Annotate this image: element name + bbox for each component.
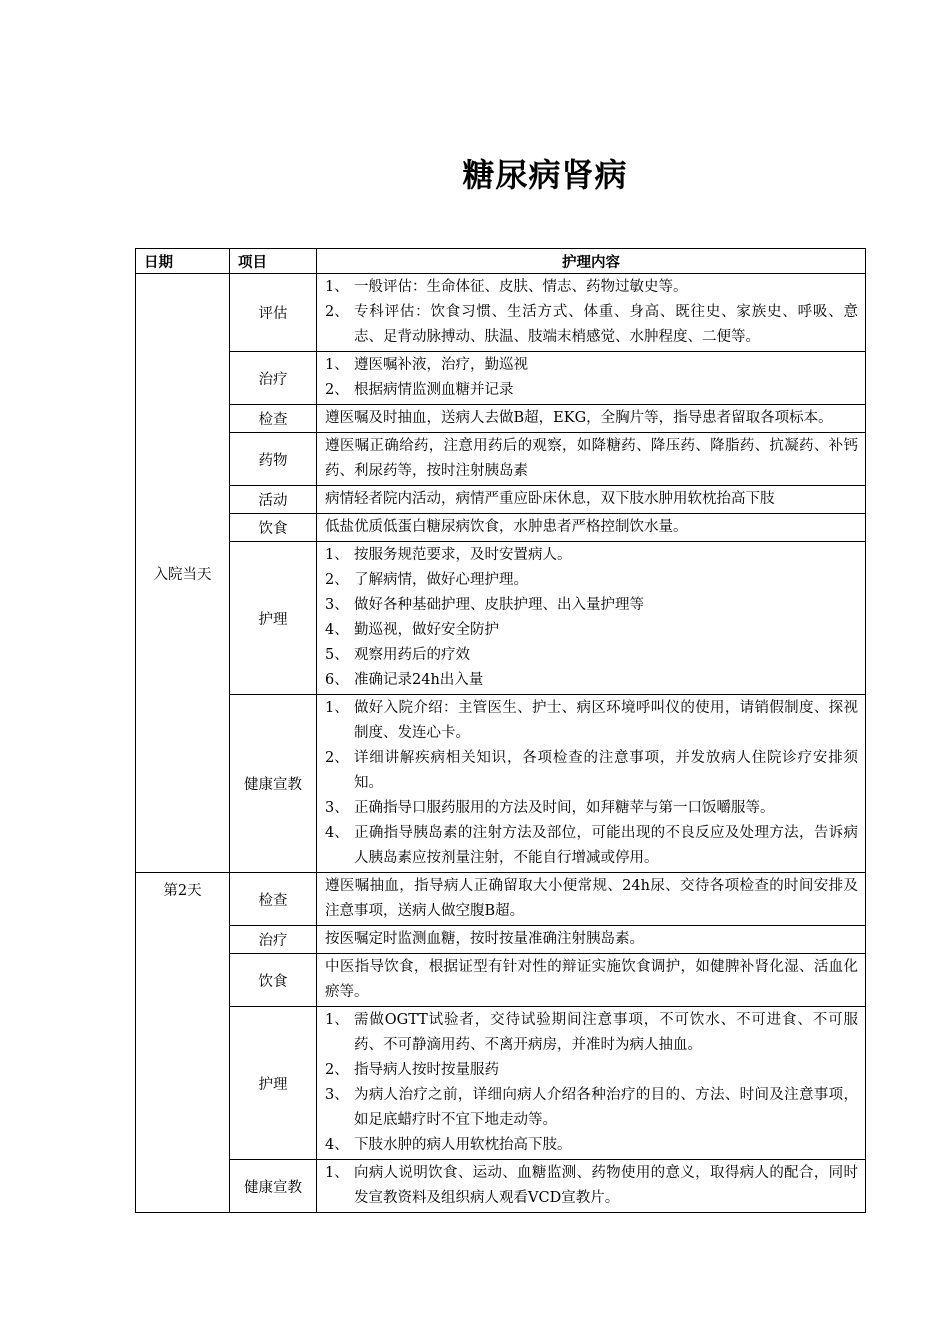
- list-number: 1、: [325, 279, 349, 295]
- content-cell: [317, 352, 866, 405]
- content-cell: [317, 1007, 866, 1160]
- list-text: 向病人说明饮食、运动、血糖监测、药物使用的意义，取得病人的配合，同时发宣教资料及组织病人观看VCD宣教片。: [354, 1165, 858, 1206]
- table-row: [136, 542, 866, 695]
- date-cell: 第2天: [136, 873, 230, 1213]
- list-number: 3、: [325, 597, 349, 613]
- list-text: 观察用药后的疗效: [354, 647, 470, 663]
- item-cell: 检查: [230, 873, 317, 926]
- list-text: 正确指导胰岛素的注射方法及部位，可能出现的不良反应及处理方法，告诉病人胰岛素应按剂量注射，不能自行增减或停用。: [354, 825, 858, 866]
- list-text: 按服务规范要求，及时安置病人。: [354, 547, 572, 563]
- item-cell: 护理: [230, 1007, 317, 1160]
- list-number: 1、: [325, 1165, 349, 1181]
- date-cell: 入院当天: [136, 274, 230, 873]
- table-row: [136, 1007, 866, 1160]
- list-text: 了解病情，做好心理护理。: [354, 572, 528, 588]
- content-cell: [317, 954, 866, 1007]
- content-cell: [317, 542, 866, 695]
- content-cell: [317, 405, 866, 433]
- content-list-item: [325, 1058, 858, 1083]
- header-content: 护理内容: [317, 249, 866, 274]
- list-text: 遵医嘱补液，治疗，勤巡视: [354, 357, 528, 373]
- content-list-item: [325, 618, 858, 643]
- content-text: 低盐优质低蛋白糖尿病饮食，水肿患者严格控制饮水量。: [325, 519, 688, 535]
- table-row: [136, 954, 866, 1007]
- list-number: 2、: [325, 572, 349, 588]
- content-list-item: [325, 696, 858, 746]
- list-number: 1、: [325, 547, 349, 563]
- header-date: 日期: [136, 249, 230, 274]
- list-text: 专科评估：饮食习惯、生活方式、体重、身高、既往史、家族史、呼吸、意志、足背动脉搏动、肤温、肢端末梢感觉、水肿程度、二便等。: [354, 304, 858, 345]
- list-text: 根据病情监测血糖并记录: [354, 382, 514, 398]
- content-list-item: [325, 1133, 858, 1158]
- table-row: [136, 352, 866, 405]
- content-cell: [317, 695, 866, 873]
- list-text: 为病人治疗之前，详细向病人介绍各种治疗的目的、方法、时间及注意事项，如足底蜡疗时不宜下地走动等。: [354, 1087, 858, 1128]
- content-cell: [317, 274, 866, 352]
- table-row: [136, 1160, 866, 1213]
- content-list-item: [325, 593, 858, 618]
- item-cell: 药物: [230, 433, 317, 486]
- document-title: 糖尿病肾病: [462, 156, 628, 194]
- list-number: 4、: [325, 622, 349, 638]
- item-cell: 评估: [230, 274, 317, 352]
- content-list-item: [325, 746, 858, 796]
- content-list-item: [325, 796, 858, 821]
- content-text: 遵医嘱及时抽血，送病人去做B超，EKG，全胸片等，指导患者留取各项标本。: [325, 410, 833, 426]
- list-text: 下肢水肿的病人用软枕抬高下肢。: [354, 1137, 572, 1153]
- content-cell: [317, 1160, 866, 1213]
- content-cell: [317, 926, 866, 954]
- list-number: 1、: [325, 1012, 349, 1028]
- table-row: [136, 274, 866, 352]
- list-number: 3、: [325, 1087, 349, 1103]
- list-number: 4、: [325, 1137, 349, 1153]
- table-header-row: [136, 249, 866, 274]
- content-text: 遵医嘱抽血，指导病人正确留取大小便常规、24h尿、交待各项检查的时间安排及注意事项，送病人做空腹B超。: [325, 878, 858, 919]
- table-row: [136, 873, 866, 926]
- list-number: 5、: [325, 647, 349, 663]
- item-cell: 护理: [230, 542, 317, 695]
- table-body: [136, 274, 866, 1213]
- item-cell: 治疗: [230, 352, 317, 405]
- list-number: 2、: [325, 382, 349, 398]
- table-row: [136, 926, 866, 954]
- list-text: 做好各种基础护理、皮肤护理、出入量护理等: [354, 597, 644, 613]
- content-list-item: [325, 643, 858, 668]
- content-list-item: [325, 821, 858, 871]
- list-text: 做好入院介绍：主管医生、护士、病区环境呼叫仪的使用，请销假制度、探视制度、发连心卡。: [354, 700, 858, 741]
- content-list-item: [325, 543, 858, 568]
- content-text: 按医嘱定时监测血糖，按时按量准确注射胰岛素。: [325, 931, 644, 947]
- list-number: 2、: [325, 1062, 349, 1078]
- content-cell: [317, 873, 866, 926]
- item-cell: 检查: [230, 405, 317, 433]
- nursing-plan-table: [135, 248, 866, 1213]
- content-cell: [317, 486, 866, 514]
- list-text: 一般评估：生命体征、皮肤、情志、药物过敏史等。: [354, 279, 688, 295]
- list-number: 4、: [325, 825, 349, 841]
- content-list-item: [325, 353, 858, 378]
- item-cell: 健康宣教: [230, 1160, 317, 1213]
- item-cell: 治疗: [230, 926, 317, 954]
- table-row: [136, 695, 866, 873]
- content-list-item: [325, 1083, 858, 1133]
- table-row: [136, 486, 866, 514]
- list-number: 6、: [325, 672, 349, 688]
- list-text: 勤巡视，做好安全防护: [354, 622, 499, 638]
- content-cell: [317, 433, 866, 486]
- list-text: 需做OGTT试验者，交待试验期间注意事项，不可饮水、不可进食、不可服药、不可静滴用药、不离开病房，并准时为病人抽血。: [354, 1012, 858, 1053]
- table-row: [136, 514, 866, 542]
- content-list-item: [325, 378, 858, 403]
- content-list-item: [325, 668, 858, 693]
- list-text: 正确指导口服药服用的方法及时间，如拜糖苹与第一口饭嚼服等。: [354, 800, 775, 816]
- item-cell: 饮食: [230, 954, 317, 1007]
- table-row: [136, 405, 866, 433]
- list-number: 2、: [325, 304, 349, 320]
- content-cell: [317, 514, 866, 542]
- content-text: 中医指导饮食，根据证型有针对性的辩证实施饮食调护，如健脾补肾化湿、活血化瘀等。: [325, 959, 858, 1000]
- item-cell: 活动: [230, 486, 317, 514]
- list-number: 1、: [325, 700, 349, 716]
- content-text: 病情轻者院内活动，病情严重应卧床休息，双下肢水肿用软枕抬高下肢: [325, 491, 775, 507]
- list-number: 2、: [325, 750, 349, 766]
- list-number: 3、: [325, 800, 349, 816]
- content-list-item: [325, 275, 858, 300]
- header-item: 项目: [230, 249, 317, 274]
- list-number: 1、: [325, 357, 349, 373]
- list-text: 详细讲解疾病相关知识，各项检查的注意事项，并发放病人住院诊疗安排须知。: [354, 750, 858, 791]
- item-cell: 健康宣教: [230, 695, 317, 873]
- content-text: 遵医嘱正确给药，注意用药后的观察，如降糖药、降压药、降脂药、抗凝药、补钙药、利尿药等，按时注射胰岛素: [325, 438, 858, 479]
- content-list-item: [325, 300, 858, 350]
- item-cell: 饮食: [230, 514, 317, 542]
- content-list-item: [325, 568, 858, 593]
- content-list-item: [325, 1008, 858, 1058]
- table-row: [136, 433, 866, 486]
- list-text: 准确记录24h出入量: [354, 672, 484, 688]
- list-text: 指导病人按时按量服药: [354, 1062, 499, 1078]
- content-list-item: [325, 1161, 858, 1211]
